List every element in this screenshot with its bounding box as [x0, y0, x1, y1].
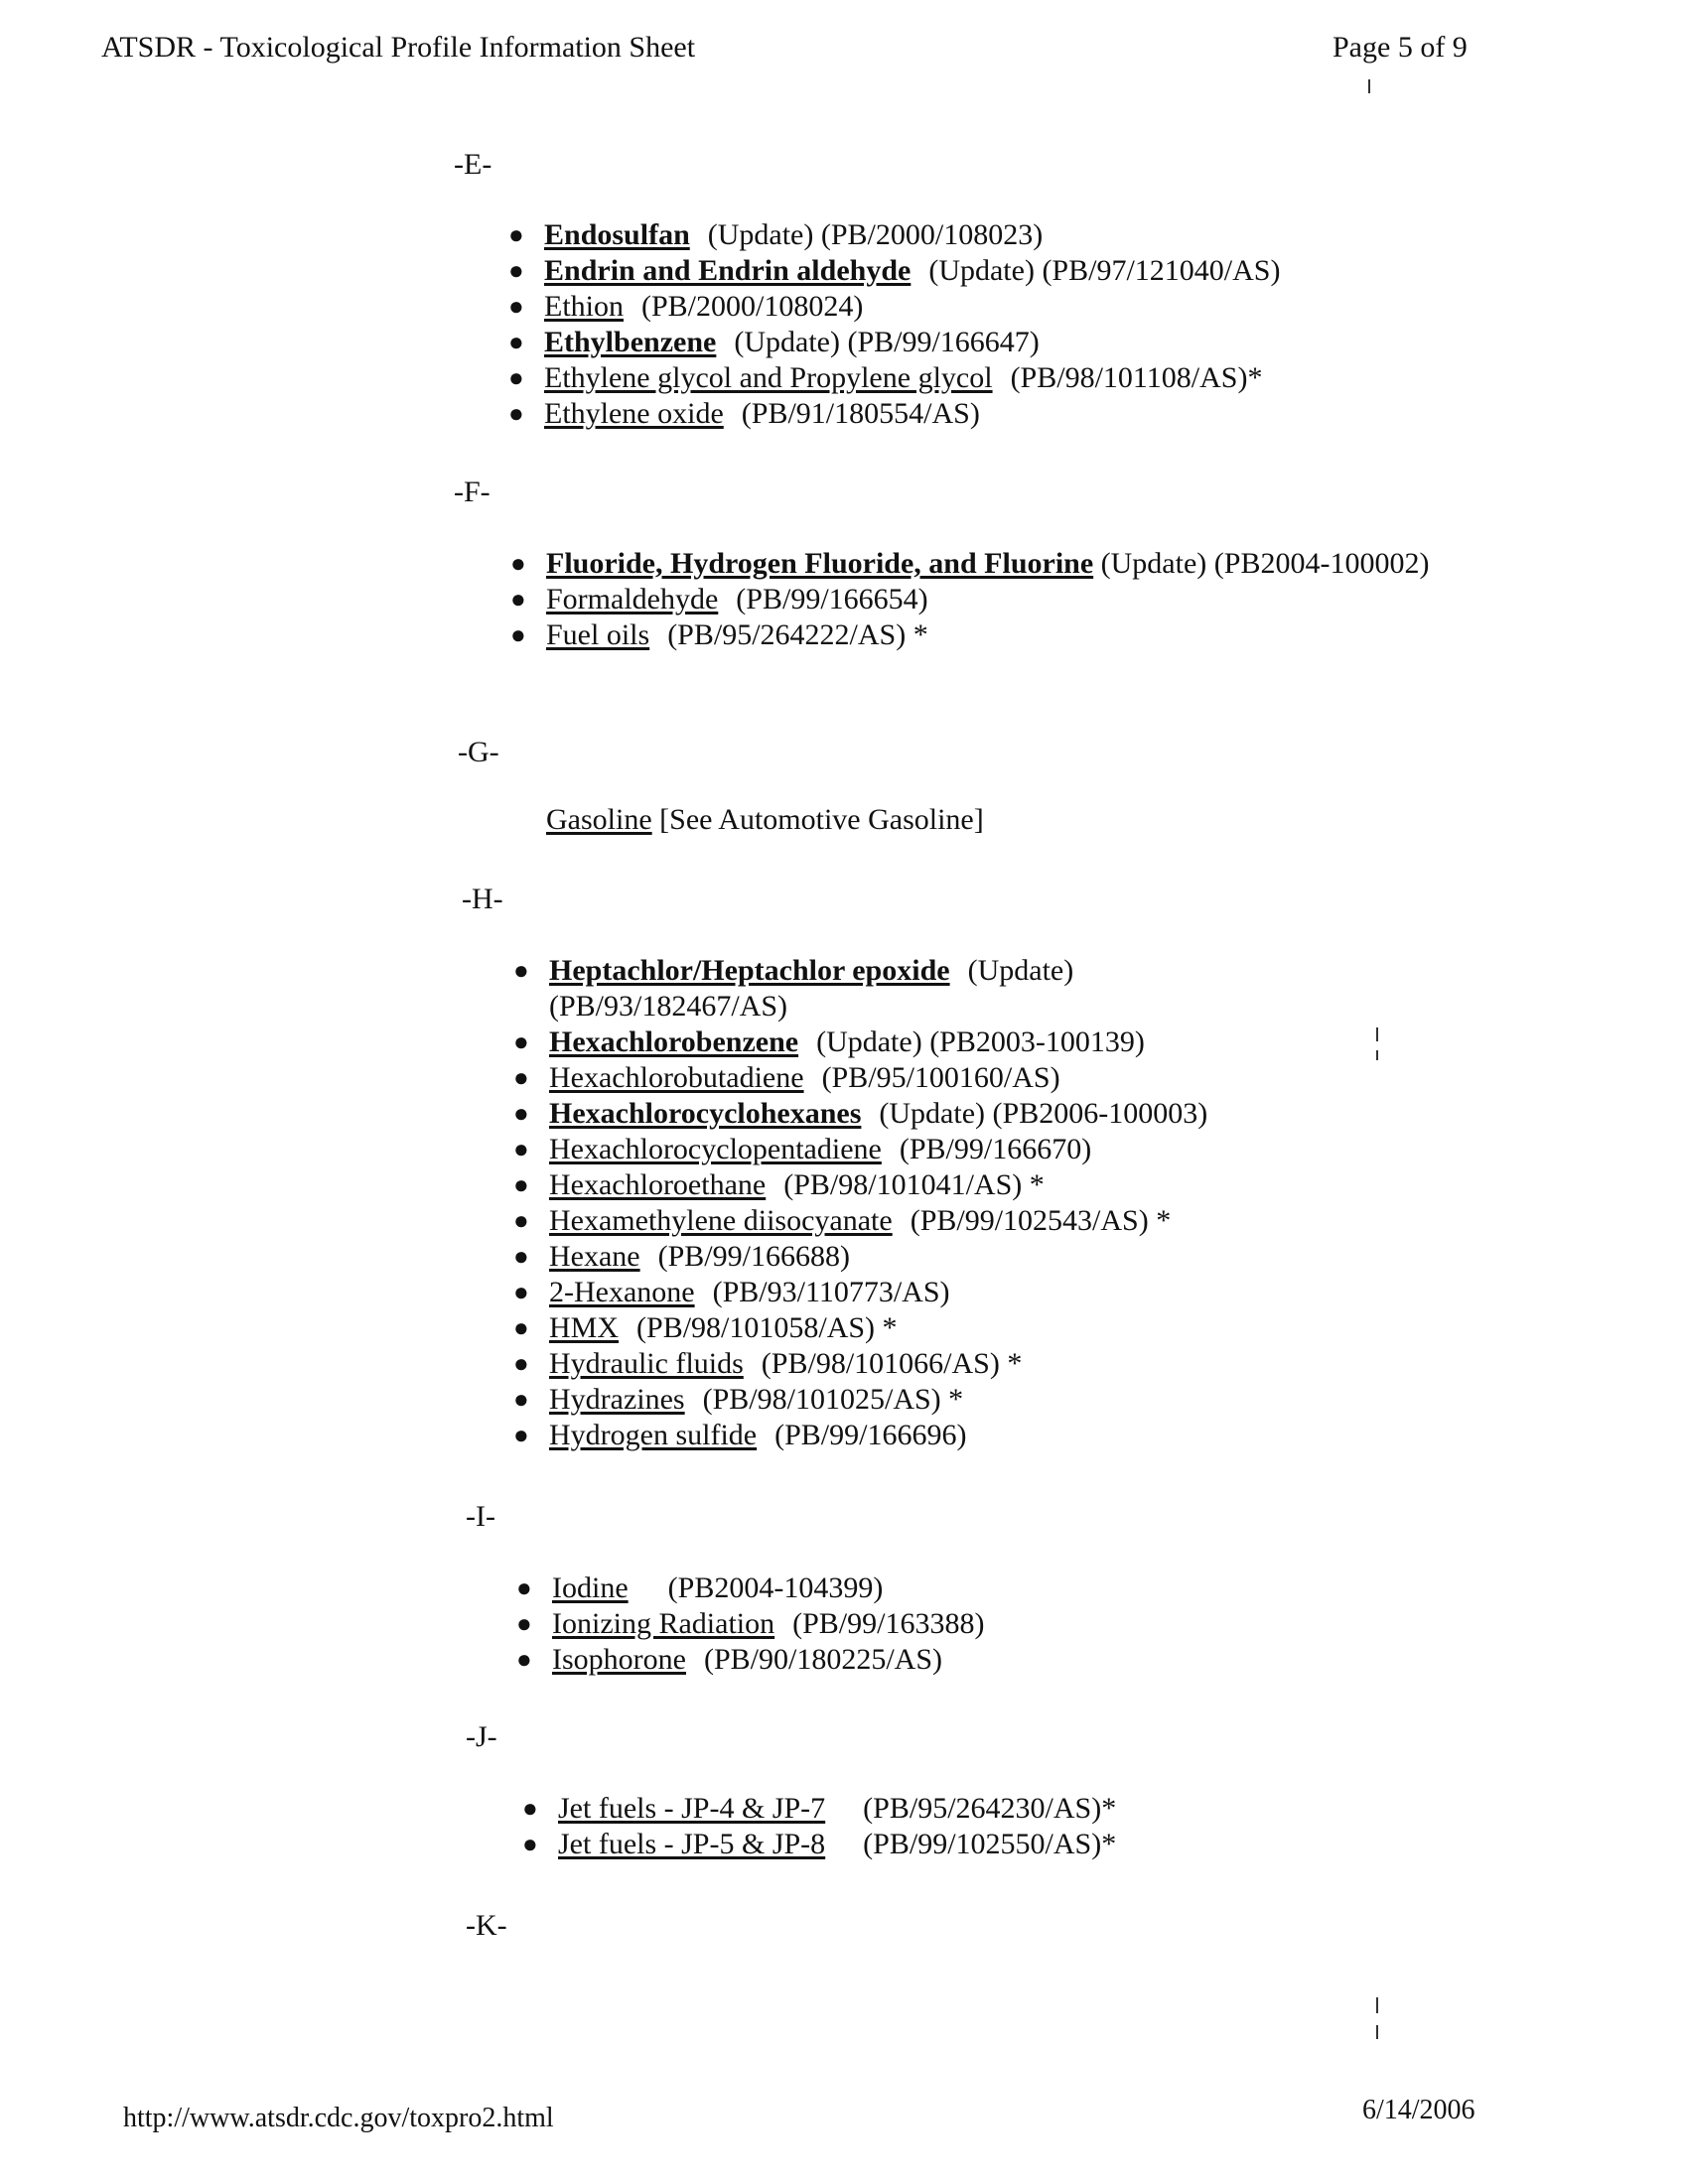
ref-hydrazines: (PB/98/101025/AS) * [702, 1383, 964, 1416]
section-letter-h: -H- [462, 883, 503, 915]
ref-jet-fuels-jp5: (PB/99/102550/AS)* [863, 1828, 1117, 1860]
bullet-icon: ● [513, 1278, 529, 1306]
ref-hydrogen-sulfide: (PB/99/166696) [774, 1419, 967, 1451]
list-item-jet-fuels-jp4 [518, 1791, 1116, 1827]
scan-mark [1368, 79, 1370, 93]
link-iodine[interactable]: Iodine [552, 1571, 629, 1604]
link-formaldehyde[interactable]: Formaldehyde [546, 583, 719, 615]
page-number: Page 5 of 9 [1333, 31, 1468, 64]
ref-jet-fuels-jp4: (PB/95/264230/AS)* [863, 1792, 1117, 1825]
footer-date: 6/14/2006 [1362, 2095, 1475, 2125]
link-isophorone[interactable]: Isophorone [552, 1643, 686, 1676]
section-letter-f: -F- [454, 476, 491, 508]
list-item-ethylbenzene [504, 325, 1280, 360]
list-item-hexamethylene-diisocyanate [509, 1203, 1224, 1239]
gasoline-note: [See Automotive Gasoline] [659, 803, 984, 836]
list-section-f [506, 546, 1440, 653]
bullet-icon: ● [510, 549, 526, 578]
ref-ethylene-glycol: (PB/98/101108/AS)* [1010, 361, 1263, 394]
bullet-icon: ● [508, 328, 524, 356]
ref-hexachlorobutadiene: (PB/95/100160/AS) [821, 1061, 1060, 1094]
list-item-ethylene-glycol [504, 360, 1280, 396]
link-hexamethylene-diisocyanate[interactable]: Hexamethylene diisocyanate [549, 1204, 893, 1237]
list-item-hmx [509, 1310, 1224, 1346]
list-item-hexachlorobenzene [509, 1024, 1224, 1060]
link-hexachlorobutadiene[interactable]: Hexachlorobutadiene [549, 1061, 804, 1094]
ref-formaldehyde: (PB/99/166654) [736, 583, 928, 615]
bullet-icon: ● [513, 956, 529, 985]
list-item-ethylene-oxide [504, 396, 1280, 432]
ref-hmx: (PB/98/101058/AS) * [636, 1311, 898, 1344]
bullet-icon: ● [522, 1794, 538, 1823]
list-item-isophorone [512, 1642, 984, 1678]
link-endosulfan[interactable]: Endosulfan [544, 218, 690, 251]
bullet-icon: ● [513, 1349, 529, 1378]
link-hydrogen-sulfide[interactable]: Hydrogen sulfide [549, 1419, 758, 1451]
gasoline-line [546, 802, 984, 838]
list-item-fuel-oils [506, 617, 1440, 653]
bullet-icon: ● [508, 399, 524, 428]
list-item-hydrazines [509, 1382, 1224, 1418]
link-ethion[interactable]: Ethion [544, 290, 624, 323]
bullet-icon: ● [513, 1099, 529, 1128]
list-item-hexachloroethane [509, 1167, 1224, 1203]
section-letter-g: -G- [458, 736, 499, 768]
link-ethylene-oxide[interactable]: Ethylene oxide [544, 397, 724, 430]
bullet-icon: ● [513, 1385, 529, 1414]
bullet-icon: ● [516, 1573, 532, 1602]
list-section-i [512, 1570, 984, 1678]
list-section-e [504, 217, 1280, 432]
link-ethylene-glycol[interactable]: Ethylene glycol and Propylene glycol [544, 361, 993, 394]
bullet-icon: ● [516, 1645, 532, 1674]
bullet-icon: ● [510, 620, 526, 649]
ref-fuel-oils: (PB/95/264222/AS) * [667, 618, 928, 651]
list-item-formaldehyde [506, 582, 1440, 617]
list-item-hydrogen-sulfide [509, 1418, 1224, 1453]
ref-fluoride: (Update) (PB2004-100002) [1100, 547, 1430, 580]
list-item-hydraulic-fluids [509, 1346, 1224, 1382]
link-fluoride[interactable]: Fluoride, Hydrogen Fluoride, and Fluorine [546, 547, 1094, 580]
link-hexachlorocyclohexanes[interactable]: Hexachlorocyclohexanes [549, 1097, 862, 1130]
link-hexachloroethane[interactable]: Hexachloroethane [549, 1168, 767, 1201]
ref-isophorone: (PB/90/180225/AS) [703, 1643, 943, 1676]
bullet-icon: ● [513, 1135, 529, 1163]
ref-hydraulic-fluids: (PB/98/101066/AS) * [761, 1347, 1023, 1380]
link-hexachlorobenzene[interactable]: Hexachlorobenzene [549, 1025, 799, 1058]
bullet-icon: ● [513, 1242, 529, 1271]
ref-heptachlor: (Update) (PB/93/182467/AS) [549, 954, 1074, 1023]
link-gasoline[interactable]: Gasoline [546, 803, 652, 836]
list-item-ethion [504, 289, 1280, 325]
list-item-2-hexanone [509, 1275, 1224, 1310]
list-item-hexachlorobutadiene [509, 1060, 1224, 1096]
link-ethylbenzene[interactable]: Ethylbenzene [544, 326, 717, 358]
list-item-iodine [512, 1570, 984, 1606]
bullet-icon: ● [513, 1421, 529, 1449]
list-item-hexane [509, 1239, 1224, 1275]
ref-iodine: (PB2004-104399) [667, 1571, 884, 1604]
bullet-icon: ● [508, 292, 524, 321]
ref-2-hexanone: (PB/93/110773/AS) [712, 1276, 950, 1308]
ref-ethylbenzene: (Update) (PB/99/166647) [734, 326, 1040, 358]
link-fuel-oils[interactable]: Fuel oils [546, 618, 650, 651]
bullet-icon: ● [508, 220, 524, 249]
scan-mark [1376, 2025, 1378, 2039]
bullet-icon: ● [508, 363, 524, 392]
bullet-icon: ● [508, 256, 524, 285]
ref-endosulfan: (Update) (PB/2000/108023) [707, 218, 1044, 251]
link-jet-fuels-jp4[interactable]: Jet fuels - JP-4 & JP-7 [558, 1792, 826, 1825]
scan-mark [1376, 1027, 1378, 1041]
section-letter-k: -K- [466, 1909, 507, 1942]
bullet-icon: ● [510, 585, 526, 614]
ref-hexachlorobenzene: (Update) (PB2003-100139) [816, 1025, 1145, 1058]
list-item-heptachlor [509, 953, 1224, 1024]
list-item-ionizing-radiation [512, 1606, 984, 1642]
list-item-endosulfan [504, 217, 1280, 253]
list-item-hexachlorocyclohexanes [509, 1096, 1224, 1132]
bullet-icon: ● [513, 1170, 529, 1199]
scan-mark [1376, 1050, 1378, 1060]
list-item-jet-fuels-jp5 [518, 1827, 1116, 1862]
ref-hexachlorocyclohexanes: (Update) (PB2006-100003) [879, 1097, 1208, 1130]
link-hydrazines[interactable]: Hydrazines [549, 1383, 685, 1416]
ref-hexachloroethane: (PB/98/101041/AS) * [783, 1168, 1045, 1201]
ref-hexachlorocyclopentadiene: (PB/99/166670) [899, 1133, 1092, 1165]
section-letter-e: -E- [454, 148, 492, 181]
link-hexachlorocyclopentadiene[interactable]: Hexachlorocyclopentadiene [549, 1133, 882, 1165]
ref-hexamethylene-diisocyanate: (PB/99/102543/AS) * [910, 1204, 1172, 1237]
link-ionizing-radiation[interactable]: Ionizing Radiation [552, 1607, 775, 1640]
ref-endrin: (Update) (PB/97/121040/AS) [928, 254, 1281, 287]
bullet-icon: ● [516, 1609, 532, 1638]
link-jet-fuels-jp5[interactable]: Jet fuels - JP-5 & JP-8 [558, 1828, 826, 1860]
list-item-fluoride [506, 546, 1440, 582]
list-item-hexachlorocyclopentadiene [509, 1132, 1224, 1167]
ref-ethylene-oxide: (PB/91/180554/AS) [741, 397, 980, 430]
link-heptachlor[interactable]: Heptachlor/Heptachlor epoxide [549, 954, 950, 987]
link-2-hexanone[interactable]: 2-Hexanone [549, 1276, 695, 1308]
link-hmx[interactable]: HMX [549, 1311, 620, 1344]
section-letter-j: -J- [466, 1720, 497, 1753]
ref-ionizing-radiation: (PB/99/163388) [792, 1607, 985, 1640]
list-section-j [518, 1791, 1116, 1862]
section-letter-i: -I- [466, 1500, 495, 1533]
link-hexane[interactable]: Hexane [549, 1240, 640, 1273]
scan-mark [1376, 1997, 1378, 2013]
bullet-icon: ● [513, 1027, 529, 1056]
bullet-icon: ● [522, 1830, 538, 1858]
list-item-endrin [504, 253, 1280, 289]
bullet-icon: ● [513, 1313, 529, 1342]
document-title: ATSDR - Toxicological Profile Information Sheet [101, 31, 696, 64]
ref-hexane: (PB/99/166688) [657, 1240, 850, 1273]
footer-url: http://www.atsdr.cdc.gov/toxpro2.html [123, 2103, 554, 2133]
link-hydraulic-fluids[interactable]: Hydraulic fluids [549, 1347, 744, 1380]
link-endrin[interactable]: Endrin and Endrin aldehyde [544, 254, 912, 287]
list-section-h [509, 953, 1224, 1453]
ref-ethion: (PB/2000/108024) [641, 290, 864, 323]
bullet-icon: ● [513, 1063, 529, 1092]
bullet-icon: ● [513, 1206, 529, 1235]
